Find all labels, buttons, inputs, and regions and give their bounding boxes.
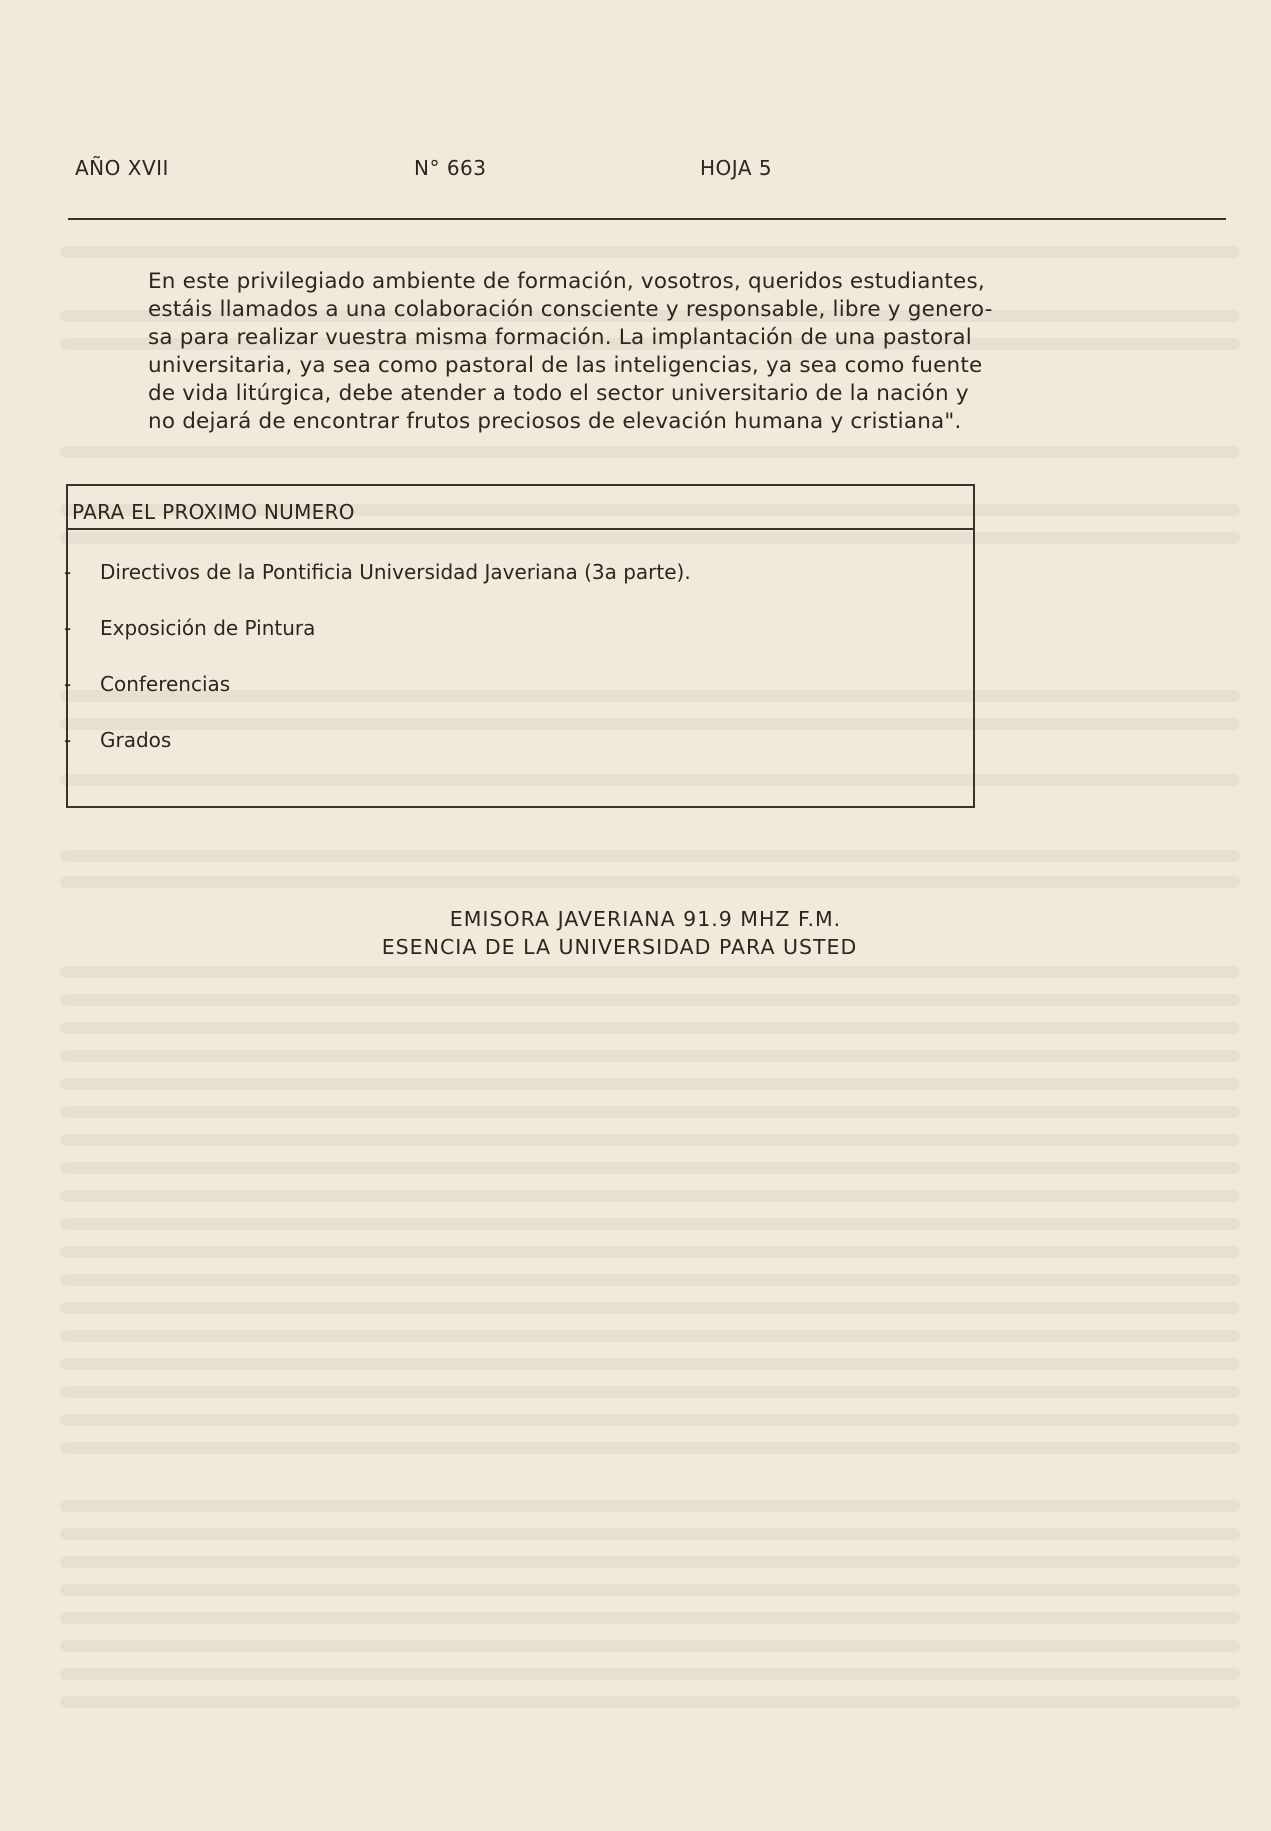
next-issue-item-label: Grados (100, 728, 172, 752)
radio-station-line: EMISORA JAVERIANA 91.9 MHZ F.M. (449, 907, 842, 931)
next-issue-item (64, 672, 230, 696)
quote-line: universitaria, ya sea como pastoral de las inteligencias, ya sea como fuente (148, 353, 983, 378)
next-issue-item (64, 560, 691, 584)
header-issue-number: N° 663 (414, 156, 487, 180)
next-issue-item-label: Directivos de la Pontificia Universidad Javeriana (3a parte). (100, 560, 691, 584)
radio-slogan-line: ESENCIA DE LA UNIVERSIDAD PARA USTED (381, 935, 858, 959)
header-sheet: HOJA 5 (700, 156, 773, 180)
next-issue-divider (68, 528, 973, 530)
next-issue-item-label: Conferencias (100, 672, 231, 696)
header-divider (68, 218, 1226, 220)
quote-line: sa para realizar vuestra misma formación. La implantación de una pastoral (148, 325, 972, 350)
next-issue-box (66, 484, 975, 808)
quote-line: estáis llamados a una colaboración consciente y responsable, libre y genero- (148, 297, 993, 322)
quote-line: En este privilegiado ambiente de formación, vosotros, queridos estudiantes, (148, 269, 985, 294)
next-issue-item (64, 728, 171, 752)
header-year: AÑO XVII (75, 156, 169, 180)
dash-bullet: - (64, 616, 72, 640)
next-issue-title: PARA EL PROXIMO NUMERO (72, 500, 355, 524)
dash-bullet: - (64, 560, 72, 584)
next-issue-item-label: Exposición de Pintura (100, 616, 316, 640)
dash-bullet: - (64, 728, 72, 752)
quote-paragraph (148, 268, 1158, 436)
quote-line: de vida litúrgica, debe atender a todo el sector universitario de la nación y (148, 381, 969, 406)
next-issue-item (64, 616, 315, 640)
dash-bullet: - (64, 672, 72, 696)
quote-line: no dejará de encontrar frutos preciosos de elevación humana y cristiana". (148, 409, 962, 434)
